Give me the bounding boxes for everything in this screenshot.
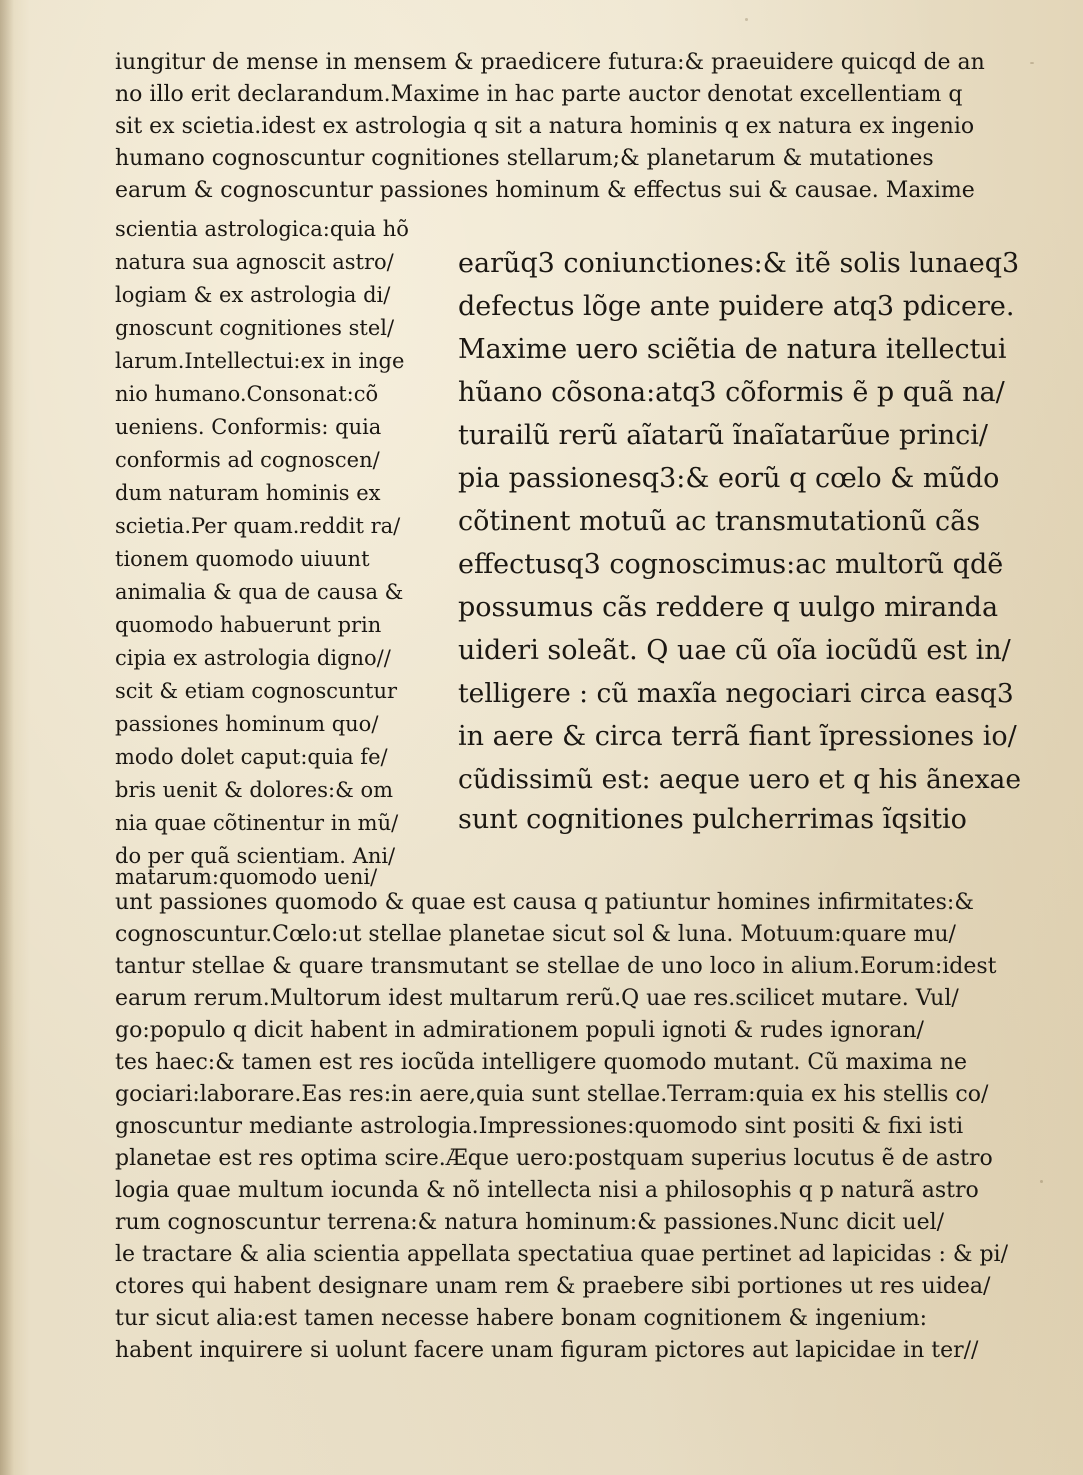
- main-line-3: Maxime uero sciẽtia de natura itellectui: [458, 334, 1007, 365]
- main-line-11: telligere : cũ maxĩa negociari circa easq3: [458, 678, 1014, 709]
- gloss-line-7: ueniens. Conformis: quia: [115, 415, 382, 439]
- gloss-line-20: do per quã scientiam. Ani/: [115, 844, 396, 868]
- bottom-line-3: tantur stellae & quare transmutant se stellae de uno loco in alium.Eorum:idest: [115, 954, 997, 979]
- bottom-line-4: earum rerum.Multorum idest multarum rerũ.Q uae res.scilicet mutare. Vul/: [115, 986, 959, 1011]
- bottom-line-2: cognoscuntur.Cœlo:ut stellae planetae sicut sol & luna. Motuum:quare mu/: [115, 922, 956, 947]
- paper-speck: [1040, 1180, 1043, 1183]
- gloss-line-21: matarum:quomodo ueni/: [115, 865, 378, 889]
- gloss-line-3: logiam & ex astrologia di/: [115, 283, 391, 307]
- gloss-line-14: cipia ex astrologia digno//: [115, 646, 391, 670]
- bottom-line-10: logia quae multum iocunda & nõ intellecta nisi a philosophis q p naturã astro: [115, 1178, 979, 1203]
- gloss-line-15: scit & etiam cognoscuntur: [115, 679, 398, 703]
- gloss-line-18: bris uenit & dolores:& om: [115, 778, 394, 802]
- gloss-line-19: nia quae cõtinentur in mũ/: [115, 811, 399, 835]
- bottom-line-6: tes haec:& tamen est res iocũda intelligere quomodo mutant. Cũ maxima ne: [115, 1050, 967, 1075]
- gloss-line-17: modo dolet caput:quia fe/: [115, 745, 388, 769]
- paper-speck: [745, 18, 748, 21]
- top-line-4: humano cognoscuntur cognitiones stellarum;& planetarum & mutationes: [115, 146, 934, 171]
- gloss-line-2: natura sua agnoscit astro/: [115, 250, 394, 274]
- main-line-14: sunt cognitiones pulcherrimas ĩqsitio: [458, 804, 967, 835]
- main-line-6: pia passionesq3:& eorũ q cœlo & mũdo: [458, 463, 1000, 494]
- top-line-2: no illo erit declarandum.Maxime in hac parte auctor denotat excellentiam q: [115, 82, 963, 107]
- gloss-line-1: scientia astrologica:quia hõ: [115, 217, 409, 241]
- gloss-line-9: dum naturam hominis ex: [115, 481, 381, 505]
- bottom-line-13: ctores qui habent designare unam rem & praebere sibi portiones ut res uidea/: [115, 1274, 991, 1299]
- gloss-line-4: gnoscunt cognitiones stel/: [115, 316, 395, 340]
- main-line-10: uideri soleãt. Q uae cũ oĩa iocũdũ est in/: [458, 635, 1011, 666]
- gloss-line-13: quomodo habuerunt prin: [115, 613, 382, 637]
- bottom-line-9: planetae est res optima scire.Æque uero:postquam superius locutus ẽ de astro: [115, 1146, 993, 1171]
- bottom-line-8: gnoscuntur mediante astrologia.Impressiones:quomodo sint positi & fixi isti: [115, 1114, 964, 1139]
- gloss-line-6: nio humano.Consonat:cõ: [115, 382, 379, 406]
- bottom-line-14: tur sicut alia:est tamen necesse habere bonam cognitionem & ingenium:: [115, 1306, 928, 1331]
- gloss-line-8: conformis ad cognoscen/: [115, 448, 380, 472]
- paper-speck: [1030, 62, 1034, 64]
- main-line-13: cũdissimũ est: aeque uero et q his ãnexae: [458, 764, 1022, 795]
- gloss-line-10: scietia.Per quam.reddit ra/: [115, 514, 401, 538]
- main-line-2: defectus lõge ante puidere atq3 pdicere.: [458, 291, 1015, 322]
- main-line-7: cõtinent motuũ ac transmutationũ cãs: [458, 506, 981, 537]
- main-line-8: effectusq3 cognoscimus:ac multorũ qdẽ: [458, 549, 1004, 580]
- bottom-line-15: habent inquirere si uolunt facere unam figuram pictores aut lapicidae in ter//: [115, 1338, 979, 1363]
- bottom-line-11: rum cognoscuntur terrena:& natura hominum:& passiones.Nunc dicit uel/: [115, 1210, 945, 1235]
- gloss-line-5: larum.Intellectui:ex in inge: [115, 349, 405, 373]
- main-line-9: possumus cãs reddere q uulgo miranda: [458, 592, 999, 623]
- gloss-line-11: tionem quomodo uiuunt: [115, 547, 370, 571]
- gloss-line-16: passiones hominum quo/: [115, 712, 379, 736]
- bottom-line-5: go:populo q dicit habent in admirationem populi ignoti & rudes ignoran/: [115, 1018, 924, 1043]
- page-gutter-shadow: [0, 0, 14, 1475]
- bottom-line-7: gociari:laborare.Eas res:in aere,quia sunt stellae.Terram:quia ex his stellis co/: [115, 1082, 989, 1107]
- main-line-12: in aere & circa terrã fiant ĩpressiones io/: [458, 721, 1017, 752]
- bottom-line-12: le tractare & alia scientia appellata spectatiua quae pertinet ad lapicidas : & pi/: [115, 1242, 1009, 1267]
- top-line-1: iungitur de mense in mensem & praedicere futura:& praeuidere quicqd de an: [115, 50, 985, 75]
- top-line-3: sit ex scietia.idest ex astrologia q sit a natura hominis q ex natura ex ingenio: [115, 114, 975, 139]
- bottom-line-1: unt passiones quomodo & quae est causa q patiuntur homines infirmitates:&: [115, 890, 974, 915]
- main-line-5: turailũ rerũ aĩatarũ ĩnaĩatarũue princi/: [458, 420, 989, 451]
- gloss-line-12: animalia & qua de causa &: [115, 580, 404, 604]
- main-line-4: hũano cõsona:atq3 cõformis ẽ p quã na/: [458, 377, 1005, 408]
- top-line-5: earum & cognoscuntur passiones hominum & effectus sui & causae. Maxime: [115, 178, 975, 203]
- main-line-1: earũq3 coniunctiones:& itẽ solis lunaeq3: [458, 248, 1020, 279]
